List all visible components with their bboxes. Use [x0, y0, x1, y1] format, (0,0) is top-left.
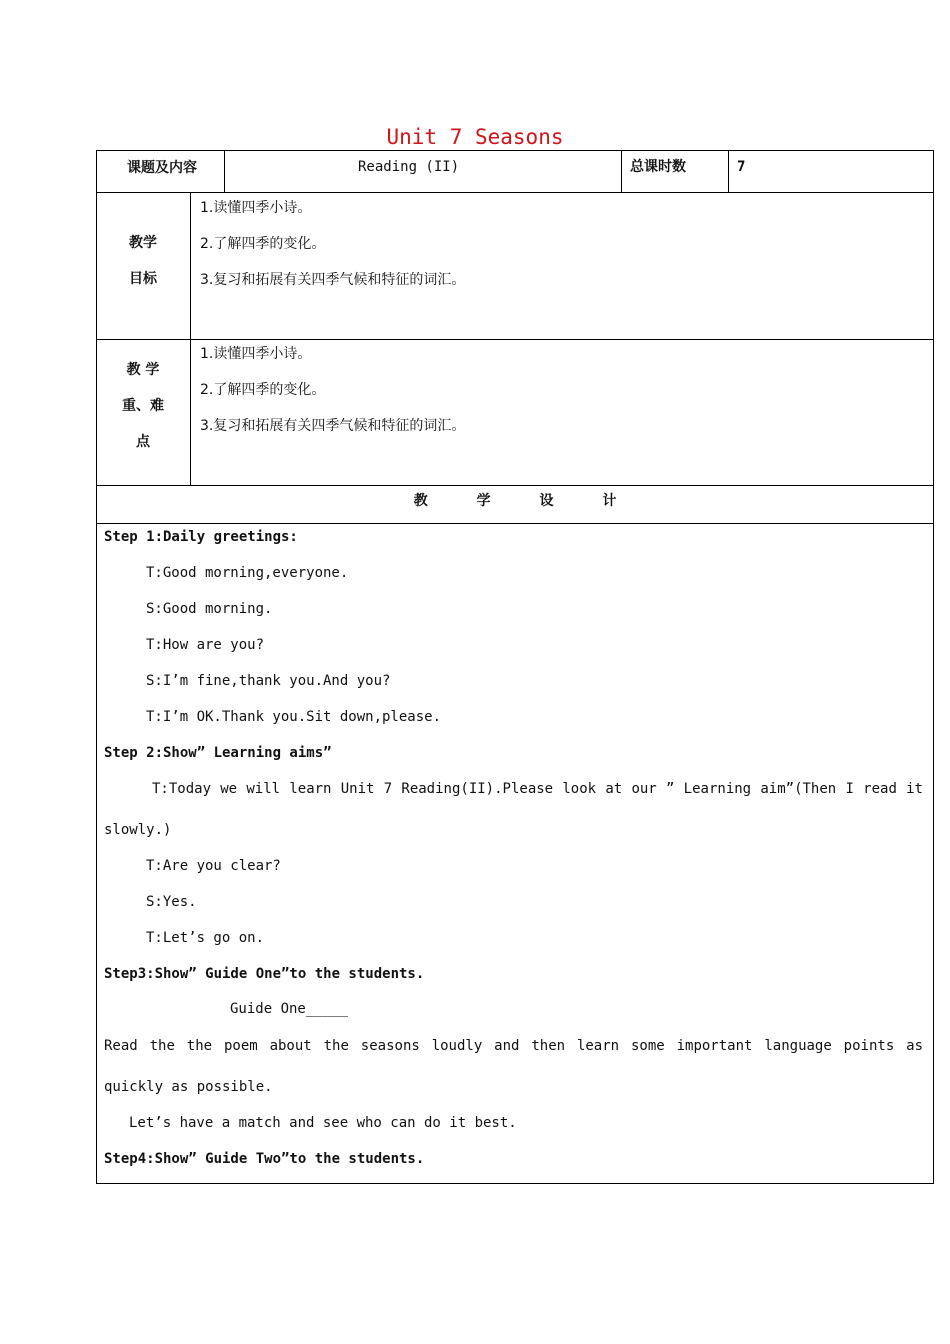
- key-points-label: [96, 352, 190, 460]
- teaching-design-heading: [97, 490, 933, 510]
- objective-item: 3.复习和拓展有关四季气候和特征的词汇。: [200, 272, 466, 288]
- objective-item: 1.读懂四季小诗。: [200, 200, 312, 216]
- dialogue-line: T:Are you clear?: [146, 858, 281, 874]
- topic-label: 课题及内容: [127, 160, 197, 176]
- col-divider: [728, 150, 729, 193]
- key-point-item: 1.读懂四季小诗。: [200, 346, 312, 362]
- objectives-label-line: 教学: [129, 235, 157, 251]
- total-hours-value: 7: [737, 159, 746, 175]
- step-3-heading: Step3:Show” Guide One”to the students.: [104, 966, 425, 982]
- design-char: 学: [476, 493, 491, 509]
- paragraph-line: quickly as possible.: [104, 1079, 273, 1095]
- key-points-label-line: 点: [136, 434, 150, 450]
- paragraph-line: Let’s have a match and see who can do it best.: [129, 1115, 517, 1131]
- paragraph-line: T:Today we will learn Unit 7 Reading(II).Please look at our ” Learning aim”(Then I read it: [152, 781, 923, 797]
- col-divider: [224, 150, 225, 193]
- objectives-list: [200, 199, 465, 307]
- design-char: 设: [539, 493, 554, 509]
- key-points-list: [200, 345, 465, 453]
- row-divider: [96, 485, 934, 486]
- dialogue-line: S:I’m fine,thank you.And you?: [146, 673, 391, 689]
- design-char: 教: [413, 493, 428, 509]
- design-char: 计: [602, 493, 617, 509]
- dialogue-line: S:Yes.: [146, 894, 197, 910]
- dialogue-line: T:Good morning,everyone.: [146, 565, 349, 581]
- row-divider: [96, 339, 934, 340]
- dialogue-line: T:I’m OK.Thank you.Sit down,please.: [146, 709, 442, 725]
- step-2-heading: Step 2:Show” Learning aims”: [104, 745, 332, 761]
- col-divider: [621, 150, 622, 193]
- key-points-label-line: 重、难: [122, 398, 164, 414]
- key-point-item: 3.复习和拓展有关四季气候和特征的词汇。: [200, 418, 466, 434]
- total-hours-label: 总课时数: [630, 159, 686, 175]
- row-divider: [96, 192, 934, 193]
- step-4-heading: Step4:Show” Guide Two”to the students.: [104, 1151, 425, 1167]
- objective-item: 2.了解四季的变化。: [200, 236, 326, 252]
- guide-one-heading: Guide One_____: [230, 1001, 349, 1017]
- key-point-item: 2.了解四季的变化。: [200, 382, 326, 398]
- dialogue-line: S:Good morning.: [146, 601, 273, 617]
- col-divider: [190, 192, 191, 486]
- dialogue-line: T:Let’s go on.: [146, 930, 265, 946]
- page-title: Unit 7 Seasons: [386, 125, 564, 149]
- paragraph-line: Read the the poem about the seasons loudly and then learn some important language points as: [104, 1038, 923, 1054]
- objectives-label: [96, 225, 190, 297]
- objectives-label-line: 目标: [129, 271, 157, 287]
- topic-value: Reading (II): [358, 159, 460, 175]
- row-divider: [96, 523, 934, 524]
- key-points-label-line: 教 学: [126, 362, 160, 378]
- step-1-heading: Step 1:Daily greetings:: [104, 529, 298, 545]
- paragraph-line: slowly.): [104, 822, 172, 838]
- dialogue-line: T:How are you?: [146, 637, 265, 653]
